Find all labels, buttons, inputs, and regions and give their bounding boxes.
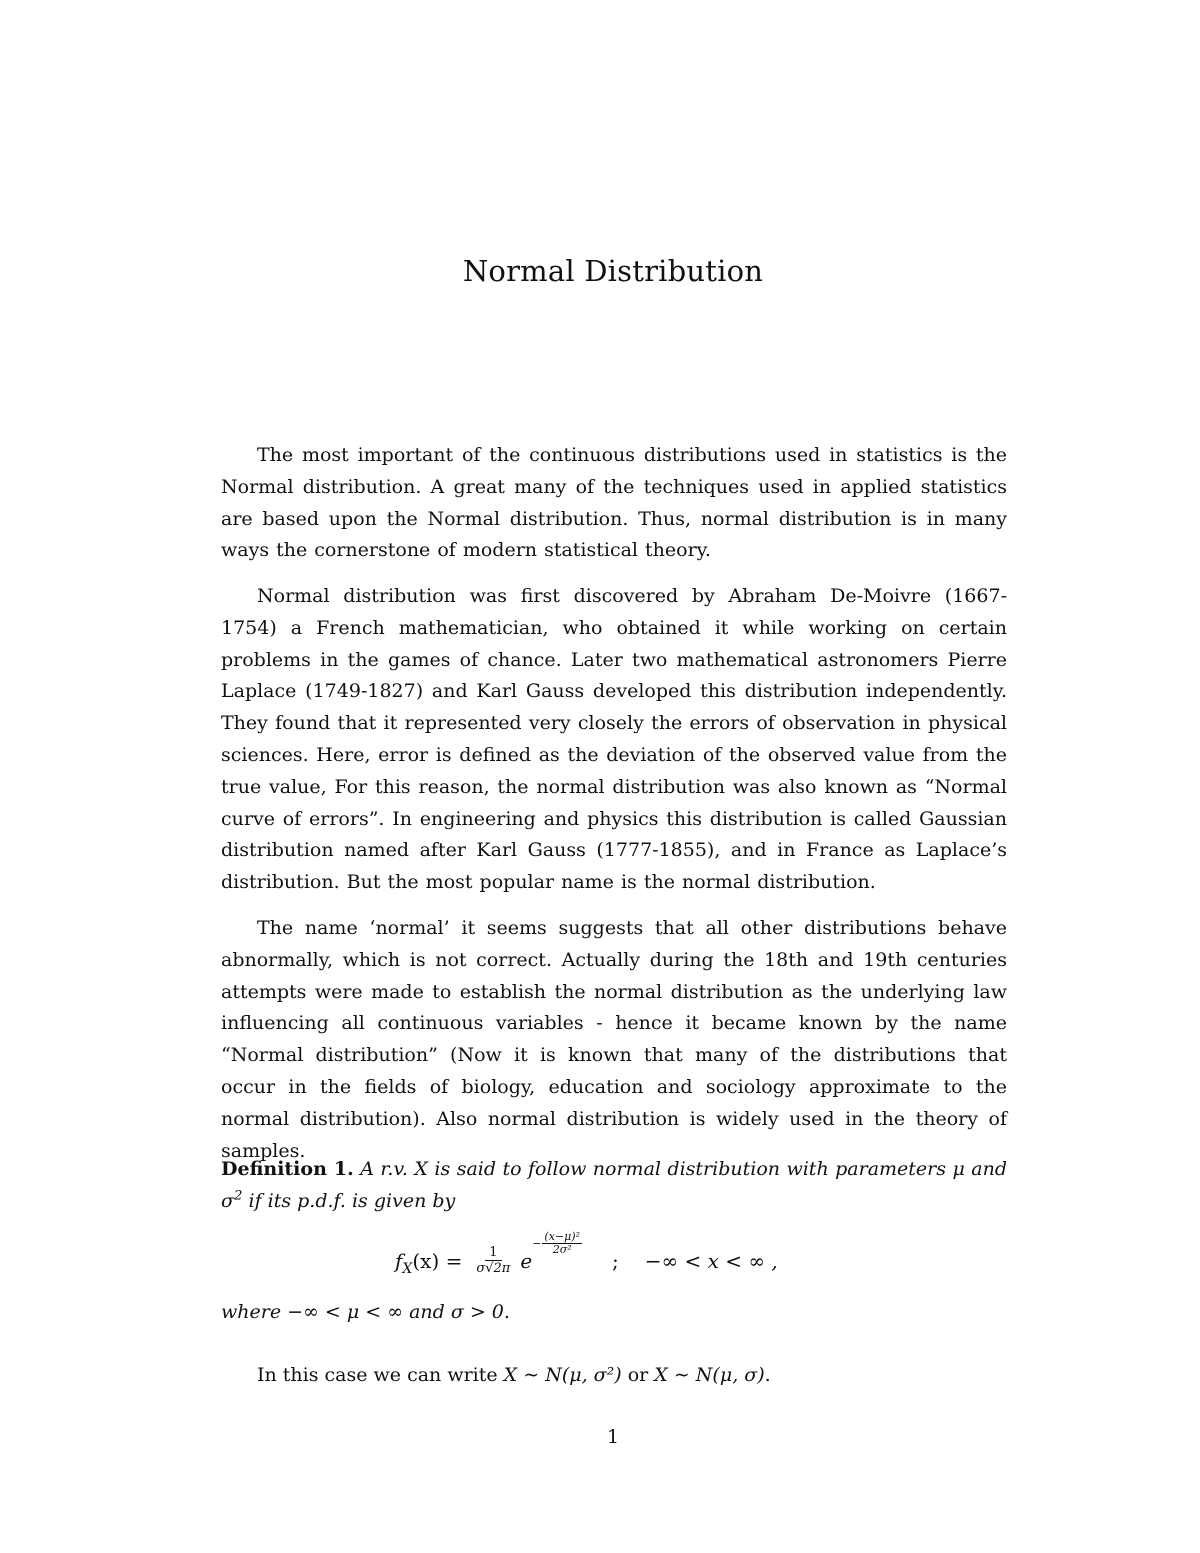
paragraph-history: Normal distribution was first discovered by Abraham De-Moivre (1667-1754) a French mathematician, who obtained it while working on certain problems in the games of chance. Later two mathematical astronomers Pierre Laplace (1749-1827) and Karl Gauss developed this distribution independently. They found that it represented very closely the errors of observation in physical sciences. Here, error is defined as the deviation of the observed value from the true value, For this reason, the normal distribution was also known as “Normal curve of errors”. In engineering and physics this distribution is called Gaussian distribution named after Karl Gauss (1777-1855), and in France as Laplace’s distribution. But the most popular name is the normal distribution.	[221, 585, 1007, 894]
page-number: 1	[606, 1426, 620, 1448]
parameter-conditions: where −∞ < μ < ∞ and σ > 0.	[221, 1301, 510, 1323]
document-title: Normal Distribution	[462, 254, 764, 288]
formula-exponent: − $\frac{\text{(x−μ)²}}{\text{2σ²}}$	[532, 1230, 580, 1256]
notation-sentence: In this case we can write X ∼ N(μ, σ²) or X ∼ N(μ, σ).	[257, 1364, 771, 1386]
paragraph-intro: The most important of the continuous distributions used in statistics is the Normal distribution. A great many of the techniques used in applied statistics are based upon the Normal distribution. Thus, normal distribution is in many ways the cornerstone of modern statistical theory.	[221, 444, 1007, 562]
pdf-formula	[395, 1230, 778, 1286]
definition-text: A r.v. X is said to follow normal distribution with parameters μ and $\sigma^2$ if its p.d.f. is given by	[221, 1158, 1008, 1212]
formula-fraction: $\frac{1}{\sigma√2\pi}$	[476, 1245, 511, 1276]
formula-range: −∞ < x < ∞ ,	[644, 1249, 778, 1273]
formula-separator: ;	[611, 1249, 619, 1273]
formula-lhs: $f_X(x)$ =	[395, 1249, 463, 1277]
formula-exponential: e − $\frac{\text{(x−μ)²}}{\text{2σ²}}$	[520, 1230, 580, 1273]
paragraph-name-origin: The name ‘normal’ it seems suggests that all other distributions behave abnormally, which is not correct. Actually during the 18th and 19th centuries attempts were made to establish the normal distribution as the underlying law influencing all continuous variables - hence it became known by the name “Normal distribution” (Now it is known that many of the distributions that occur in the fields of biology, education and sociology approximate to the normal distribution). Also normal distribution is widely used in the theory of samples.	[221, 917, 1007, 1162]
definition-label: Definition 1.	[221, 1158, 354, 1180]
definition-block	[221, 1154, 1007, 1218]
